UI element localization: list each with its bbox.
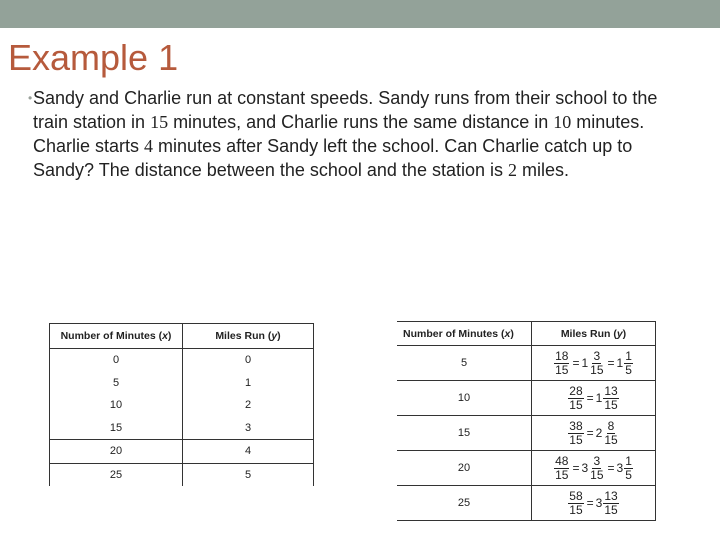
column-header-minutes: Number of Minutes (x) — [397, 322, 532, 346]
cell-minutes: 15 — [50, 417, 183, 440]
numerator: 38 — [569, 418, 583, 433]
cell-minutes: 5 — [397, 346, 532, 381]
denominator: 15 — [555, 467, 569, 482]
equals-sign: = — [586, 391, 594, 405]
denominator: 15 — [604, 432, 618, 447]
whole-number: 3 — [616, 461, 624, 475]
denominator: 15 — [604, 502, 618, 517]
problem-text: miles. — [517, 160, 570, 180]
cell-miles: 3 — [183, 417, 314, 440]
table-row — [50, 440, 314, 464]
fraction — [603, 490, 618, 517]
cell-miles-expression — [532, 346, 656, 381]
equals-sign: = — [572, 461, 580, 475]
table-header-row — [50, 324, 314, 349]
table-row — [397, 381, 656, 416]
table-row — [50, 372, 314, 395]
table-row — [50, 417, 314, 440]
denominator: 5 — [625, 467, 632, 482]
whole-number: 3 — [581, 461, 589, 475]
fraction — [568, 490, 583, 517]
problem-text: Sandy and Charlie run at constant speeds. Sandy runs from their school to the train station in — [33, 88, 658, 132]
slide-title: Example 1 — [8, 37, 179, 78]
numerator: 28 — [569, 383, 583, 398]
table-row — [397, 346, 656, 381]
whole-number: 3 — [595, 496, 603, 510]
fraction — [554, 350, 569, 377]
numerator: 58 — [569, 488, 583, 503]
cell-miles-expression — [532, 381, 656, 416]
denominator: 15 — [604, 397, 618, 412]
fraction — [568, 385, 583, 412]
fraction — [568, 420, 583, 447]
numerator: 3 — [593, 453, 601, 468]
denominator: 15 — [590, 362, 604, 377]
cell-miles-expression — [532, 451, 656, 486]
fraction — [603, 420, 618, 447]
fraction — [624, 350, 633, 377]
table-row — [50, 349, 314, 372]
cell-miles-expression — [532, 486, 656, 521]
table-row — [50, 463, 314, 486]
fraction — [603, 385, 618, 412]
cell-miles: 0 — [183, 349, 314, 372]
bullet-marker: • — [28, 91, 33, 105]
cell-minutes: 20 — [50, 440, 183, 464]
cell-minutes: 25 — [397, 486, 532, 521]
sandy-table — [49, 323, 314, 486]
fraction — [589, 350, 604, 377]
numerator: 13 — [604, 488, 618, 503]
top-accent-bar — [0, 0, 720, 28]
numerator: 18 — [555, 348, 569, 363]
denominator: 15 — [590, 467, 604, 482]
numerator: 1 — [625, 453, 632, 468]
equals-sign: = — [586, 496, 594, 510]
cell-miles: 5 — [183, 463, 314, 486]
problem-text: minutes. Charlie starts — [33, 112, 645, 156]
numerator: 13 — [604, 383, 618, 398]
fraction — [624, 455, 633, 482]
problem-number: 15 — [150, 112, 169, 132]
fraction — [554, 455, 569, 482]
numerator: 48 — [555, 453, 569, 468]
numerator: 3 — [593, 348, 601, 363]
cell-minutes: 25 — [50, 463, 183, 486]
cell-minutes: 5 — [50, 372, 183, 395]
equals-sign: = — [572, 356, 580, 370]
cell-minutes: 20 — [397, 451, 532, 486]
table-row — [397, 416, 656, 451]
problem-number: 4 — [144, 136, 154, 156]
denominator: 15 — [569, 432, 583, 447]
table-row — [397, 451, 656, 486]
problem-number: 2 — [508, 160, 517, 180]
denominator: 15 — [569, 397, 583, 412]
cell-miles: 4 — [183, 440, 314, 464]
problem-text: minutes after Sandy left the school. Can Charlie catch up to Sandy? The distance between the school and the station is — [33, 136, 633, 180]
denominator: 15 — [555, 362, 569, 377]
table-header-row — [397, 322, 656, 346]
cell-minutes: 10 — [397, 381, 532, 416]
column-header-miles: Miles Run (y) — [532, 322, 656, 346]
cell-miles-expression — [532, 416, 656, 451]
cell-minutes: 10 — [50, 394, 183, 417]
table-row — [50, 394, 314, 417]
charlie-table — [397, 321, 656, 521]
denominator: 5 — [625, 362, 632, 377]
fraction — [589, 455, 604, 482]
numerator: 1 — [625, 348, 632, 363]
cell-minutes: 15 — [397, 416, 532, 451]
problem-text: minutes, and Charlie runs the same distance in — [168, 112, 554, 132]
equals-sign: = — [607, 461, 615, 475]
problem-statement — [33, 86, 693, 182]
whole-number: 1 — [595, 391, 603, 405]
cell-miles: 2 — [183, 394, 314, 417]
equals-sign: = — [586, 426, 594, 440]
problem-number: 10 — [553, 112, 572, 132]
table-row — [397, 486, 656, 521]
whole-number: 1 — [581, 356, 589, 370]
denominator: 15 — [569, 502, 583, 517]
whole-number: 1 — [616, 356, 624, 370]
whole-number: 2 — [595, 426, 603, 440]
cell-minutes: 0 — [50, 349, 183, 372]
equals-sign: = — [607, 356, 615, 370]
numerator: 8 — [607, 418, 615, 433]
cell-miles: 1 — [183, 372, 314, 395]
column-header-miles: Miles Run (y) — [183, 324, 314, 349]
column-header-minutes: Number of Minutes (x) — [50, 324, 183, 349]
